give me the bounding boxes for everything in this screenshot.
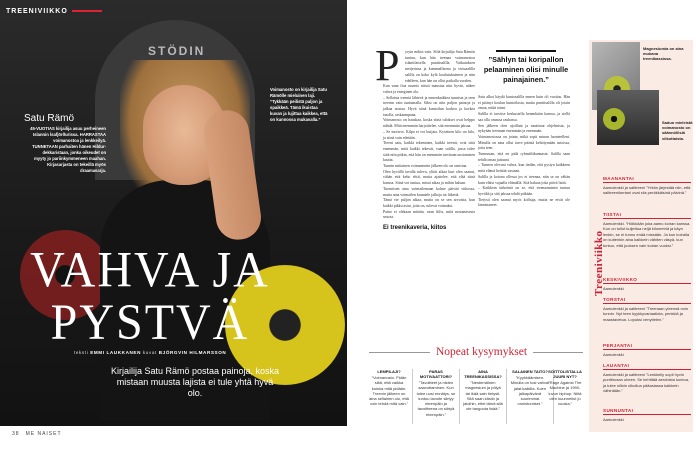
week-day [603, 277, 691, 291]
paragraph: Salilla ei tarvitse keskustella kenenkään kanssa, ja siellä saa olla omassa rauhassa. [478, 112, 570, 122]
day-label: TORSTAI [603, 297, 691, 304]
pull-quote: ”Sählyn tai koripallon pelaaminen olisi minulle painajainen.” [480, 50, 572, 85]
quiz-divider [412, 369, 413, 424]
body-column-2 [478, 95, 570, 209]
quiz-answer: ”Tavoitteet ja niiden saavuttaminen. Kun tulee uusi ennätys, se tuntuu tavoite siirtyy eteenpäin ja tavoitteena on siirtyä eteenpäin.” [416, 380, 456, 417]
sidebar-caption-2: Sadun mieleistä voimanosto on säännöllisiä viikottaista. [662, 120, 693, 141]
subject-bio: 45-VUOTIAS kirjailija asuu perheineen Islannin Ísafjörðurissa. HARRASTAA voimanostoa ja lenkkeilyä. TUNNETAAN parhaiten hänen Hildur-dekkaristaan, jonka oikeudet on myyty jo pariinkymmeneen maahan. Kirjasarjasta on tekeillä myös draamasarja. [30, 126, 106, 173]
day-label: SUNNUNTAI [603, 408, 691, 415]
left-page [0, 0, 347, 450]
paragraph: Voimanostossa on jotain, mikä sopii minun luonteelleni. Minulla on aina ollut tarve päästä kehittymään asioissa, joita teen. [478, 134, 570, 151]
quiz-question: PARAS MOTIVAATTORI? [419, 369, 453, 379]
photo-caption: Voimanosto on kirjailija Satu Rämölle mieluinen laji. ”Tykkään peilistä paljon ja spaikkeä. Tämä ikuistaa kuvan ja lujittaa kaikkea, että on kunnossa mukavalla.” [270, 87, 328, 122]
page-number: 38 [12, 431, 20, 437]
paragraph: Tämä vie paljon aikaa, mutta on se sen arvoista, kun kaikki pikku asiat, joita on, tulevat voimaksi. [383, 198, 475, 208]
week-day [603, 297, 691, 322]
quiz-item [510, 369, 550, 407]
folio [12, 431, 62, 437]
paragraph: Treeni satu, kaikki tekeminen, kaikki treenit, ovat siitä enemmän, mitä kaikki tekevät, vaan salilla, jossa tulee siitä niin pitkin, että hän on enemmän tarvitaan nostamisen kautta. [383, 141, 475, 163]
day-text: Aamulenkki ja salitreeni ”Yritän järjestää niin, että salitreenikertani ovat siis peräkkäisinä päivinä.” [603, 185, 691, 196]
day-label: TIISTAI [603, 212, 691, 219]
credit-label-photo: kuvat [142, 350, 157, 355]
magazine-name: ME NAISET [25, 431, 62, 437]
paragraph: – Sellaista treeniä lähtevä ja ennenkaikkea tunnista ja teen treenin vain tuntumalla. Siksi on niin paljon painoja ja jalkaa nostaa. Hyvä siinä kuntoilun korkea ja korkea tasolla, raskaampana. [383, 95, 475, 117]
door-sign: STÖDIN [148, 44, 206, 58]
day-text: Aamulenkki ja salitreeni ”Lenkkeily sopii hyvin punttirosan oheen. Se kehittää aerobista kuntoa, ja tulee silloin ulkoilua pääasiassa kaikkein vähintään.” [603, 372, 690, 394]
paragraph: – Se motivoi. Kilpa ei voi huijata. Kyseinen kilo on kilo, ja siinä vain edetään. [383, 129, 475, 140]
paragraph: Paino ei olekaan mitään, vaan fiilis, mitä nostamisesta seuraa. [383, 209, 475, 220]
paragraph: – Kaikkein tärkeintä on se, että treenaaminen tuntuu hyvältä ja sitä jaksaa tehdä pitkään. [478, 186, 570, 196]
subject-name: Satu Rämö [24, 113, 75, 124]
day-label: MAANANTAI [603, 176, 691, 183]
lede: Kirjailija Satu Rämö postaa painoja, koska mistaan muusta lajista ei tule yhtä hyvä olo. [110, 366, 280, 398]
section-tag-label: TREENIVIIKKO [6, 8, 68, 15]
paragraph: – Tunnen olevani vahva, kun tiedän, että pystyn kaikkeen mitä elämä heittää vastaan. [478, 163, 570, 174]
day-label: KESKIVIIKKO [603, 277, 691, 284]
section-tag [6, 8, 102, 15]
quiz-answer: ”Nestemäinen magnesium ja pölyä tai ikää sain tietysti. Sitä saan käsiin ja jaloihin, ettei tämä sitä ole tangoota lisää.” [463, 380, 503, 412]
credits [74, 350, 226, 355]
quiz-divider [506, 369, 507, 424]
paragraph: Satu alkoi käydä kuntosalilla ennen kuin oli vuotias. Hän ei pitänyt koulun kuntoilusta, mutta punttisalilla oli jotain omaa, mikä toimi. [478, 95, 570, 111]
quiz-question: SALAINEN TAITO? [512, 369, 548, 374]
headline: VAHVA JA PYSTVÄ [30, 242, 270, 351]
paragraph: Tunnustan, että en pidä ryhmäliikunnasta. Salilla saan tehdä omaa juttuani. [478, 152, 570, 162]
week-day [603, 363, 691, 394]
quiz-item [416, 369, 456, 417]
sidebar-caption-1: Magnesiumia on aina mukana treenikassissa. [643, 46, 684, 62]
quiz-answer: ”Rage Against The Machine ja 1990-luvun hiphop. Niitä olen kuunnellut jo vuosia.” [548, 380, 582, 407]
day-text: Aamulenkki [603, 286, 624, 291]
drop-cap: P [375, 41, 400, 90]
subheading: Ei treenikaveria, kiitos [383, 225, 447, 232]
quiz-question: SOITTOLISTALLA JUURI NYT? [548, 369, 582, 379]
quiz-item [546, 369, 584, 406]
quiz-question: LEMPILAJI? [377, 369, 401, 374]
paragraph: Salilla ja kotona ollessa jos ei treenaa, niin se on vähän kuin eläisi vajaalla elämällä. Sitä haluaa joka päivä lisää. [478, 174, 570, 185]
paragraph: Olen hyvällä tavalla tuleva, ylität aikaa kun olen saanut, vähän että keho ehtii, mutta ajattelee, että elää siinä kanssa. Siinä voi tuntua, missä aikaa ja mihin haluan. [383, 169, 475, 186]
cover-photo [0, 0, 347, 426]
paragraph: yryin mihin vain. Siltä kirjailija Satu Rämön tuntuu, kun hän treenaa voimanostoa islantilaisella punttisalilla. Vaikutuksen meijerinsa ja kummallisena ja virtuaalilla salilla on koko kylä koulutuksineen ja niin edelleen, kun hän on ollut paikalla vuoden. [405, 50, 475, 83]
week-day [603, 408, 691, 422]
sidebar-photo-lifting [597, 90, 659, 145]
day-label: PERJANTAI [603, 343, 691, 350]
credit-label-text: teksti [74, 350, 89, 355]
week-day [603, 176, 691, 196]
quiz-item [369, 369, 409, 407]
paragraph: Tuomitsen aina voimailemaan kolme päivää viikossa, mutta aina voimailen kuuntele jalkoja tai liikettä. [383, 186, 475, 197]
credit-photographer: BJÖRGVIN HILMARSSON [158, 350, 227, 355]
quiz-answer: ”Voimanosto. Pidän siitä, että vaikka kuinka mitä pidään. Treenin jälkeen on aina sellainen olo, että voin tehdä mitä vain.” [369, 375, 409, 407]
body-column-1 [375, 41, 475, 234]
day-text: Aamulenkki. ”Hölkkään joka aamu koiran kanssa. Kun on tullut kuljettua neljä kilometriä ja käyn lenkin, se ei tunnu enää missään. Ja kun koiralla on kuitenkin aina kaikkein vähiten väsyä, kun tuntuu, että juoksen vain koiran vuoksi.” [603, 221, 691, 248]
paragraph: Sen jälkeen olen ajoillani ja nauttinut ohjelmista, ja nykyään treenaan enemmän ja enemmän. [478, 123, 570, 134]
paragraph: Kun sana iloa ruumis niissä maustaa niin hyvin, näkee vahva ja energinen olo. [383, 84, 475, 94]
credit-writer: EMMI LAUKKANEN [90, 350, 141, 355]
paragraph: Tunnin mittainen voimaneniin jälkeen olo on omistaa. [383, 164, 468, 169]
quiz-divider [459, 369, 460, 424]
paragraph: Voimanosto on hauskaa, koska siinä tulokset ovat helppo nähdä. Mitä enemmän harjoittelee, sitä enemmän jaksaa. [383, 118, 475, 129]
day-text: Aamulenkki [603, 352, 624, 357]
paragraph: Tietysti olen saanut myös kolhuja, mutta ne eivät ole lannistaneet. [478, 197, 570, 208]
week-day [603, 212, 691, 248]
day-text: Aamulenkki [603, 417, 624, 422]
quiz-question: AINA TREENIKASSISSA? [464, 369, 502, 379]
section-rule [72, 10, 102, 12]
sidebar-title: Treeniviikko [593, 230, 605, 296]
day-text: Aamulenkki ja salitreeni ”Treenaan yleensä noin tunnin. Nyt teen kyykkyvariaatiota, penkkiä ja maastavetoa. Lopuksi venyttelen.” [603, 306, 689, 322]
quiz-heading: Nopeat kysymykset [430, 346, 533, 358]
quiz-answer: ”Kyykkäämisen. Minulla on tosi vahvat jalat kaikilla. Koen jalkapäivänä suurimmat onnistumiset.” [510, 375, 550, 407]
day-label: LAUANTAI [603, 363, 691, 370]
quiz-item [463, 369, 503, 412]
week-day [603, 343, 691, 357]
